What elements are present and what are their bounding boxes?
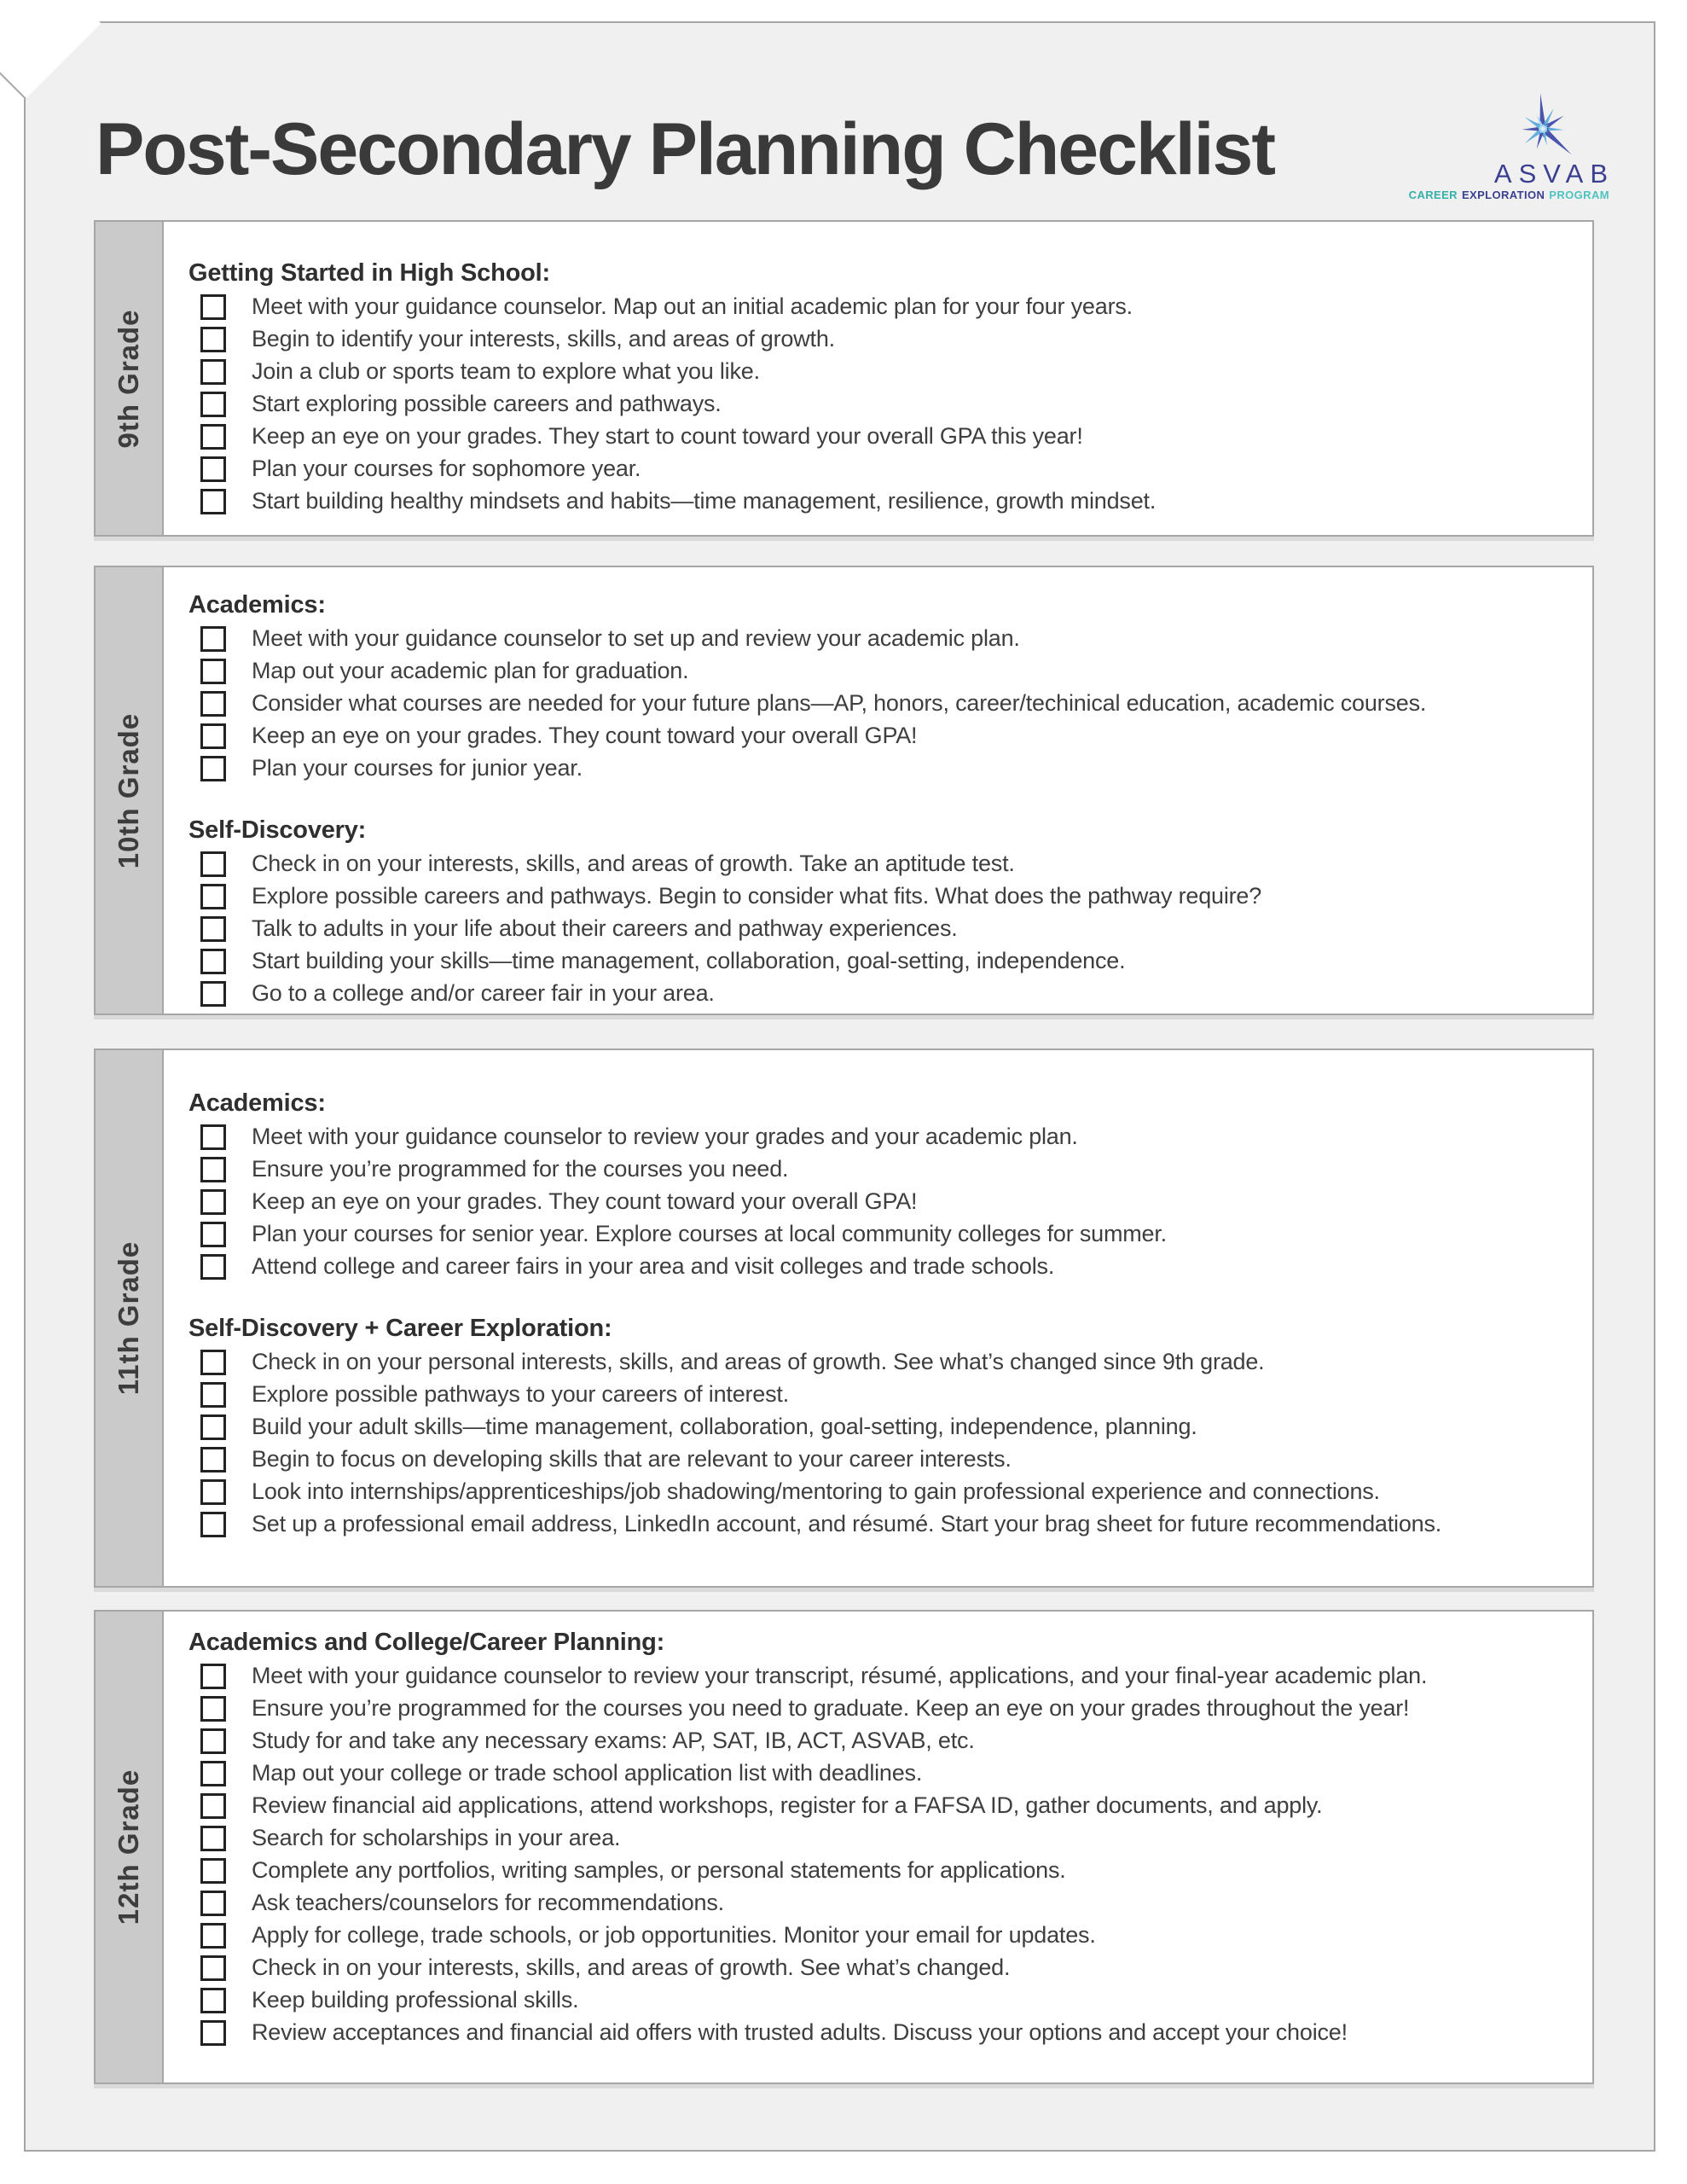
- checklist-item: [188, 944, 1567, 977]
- group-heading: Getting Started in High School:: [188, 259, 550, 287]
- checklist-group: [188, 1625, 1567, 2048]
- checkbox[interactable]: [200, 1728, 226, 1754]
- checklist-item: [188, 1659, 1567, 1692]
- grade-tab-label: 9th Grade: [113, 308, 144, 449]
- asvab-logo: [1408, 86, 1615, 201]
- checklist-item-text: Plan your courses for senior year. Explore courses at local community colleges for summer.: [252, 1221, 1167, 1246]
- grade-section-12th-grade: [94, 1610, 1594, 2084]
- checklist-item-text: Ensure you’re programmed for the courses you need.: [252, 1156, 789, 1182]
- corner-chamfer: [0, 0, 101, 99]
- checkbox[interactable]: [200, 1382, 226, 1408]
- checklist-item: [188, 1789, 1567, 1821]
- checklist-item-text: Join a club or sports team to explore what you like.: [252, 358, 760, 384]
- grade-section-10th-grade: [94, 566, 1594, 1015]
- grade-section-content: [164, 1050, 1592, 1586]
- checklist-item: [188, 1724, 1567, 1757]
- checklist-item-text: Meet with your guidance counselor to review your grades and your academic plan.: [252, 1124, 1078, 1149]
- grade-tab: [96, 1050, 164, 1586]
- checklist-item-text: Keep building professional skills.: [252, 1987, 579, 2013]
- checklist-item-text: Start building healthy mindsets and habits—time management, resilience, growth mindset.: [252, 488, 1157, 514]
- checkbox[interactable]: [200, 851, 226, 877]
- group-heading: Academics and College/Career Planning:: [188, 1629, 665, 1656]
- checklist-item-text: Complete any portfolios, writing samples, or personal statements for applications.: [252, 1857, 1066, 1883]
- checklist-items: [188, 1120, 1567, 1282]
- checklist-item-text: Look into internships/apprenticeships/job shadowing/mentoring to gain professional experience and connections.: [252, 1478, 1380, 1504]
- checklist-item: [188, 1507, 1567, 1540]
- checkbox[interactable]: [200, 1891, 226, 1916]
- grade-tab-label: 11th Grade: [113, 1240, 144, 1396]
- checklist-item: [188, 290, 1567, 322]
- checkbox[interactable]: [200, 981, 226, 1007]
- checklist-item-text: Keep an eye on your grades. They count toward your overall GPA!: [252, 1188, 918, 1214]
- checkbox[interactable]: [200, 1124, 226, 1150]
- checklist-item: [188, 485, 1567, 517]
- checkbox[interactable]: [200, 626, 226, 652]
- checkbox[interactable]: [200, 456, 226, 482]
- checklist-item: [188, 452, 1567, 485]
- checklist-item: [188, 847, 1567, 880]
- checkbox[interactable]: [200, 1189, 226, 1215]
- grade-tab-label: 12th Grade: [113, 1769, 144, 1926]
- checklist-item: [188, 1757, 1567, 1789]
- asvab-logo-name: ASVAB: [1493, 159, 1615, 189]
- checklist-group: [188, 1086, 1567, 1282]
- group-heading: Self-Discovery:: [188, 816, 367, 844]
- checklist-item-text: Check in on your personal interests, skills, and areas of growth. See what’s changed since 9th grade.: [252, 1349, 1265, 1374]
- checklist-item: [188, 1443, 1567, 1475]
- checklist-item: [188, 1410, 1567, 1443]
- checklist-item: [188, 622, 1567, 654]
- group-heading: Academics:: [188, 591, 326, 619]
- checkbox[interactable]: [200, 1350, 226, 1375]
- checklist-item-text: Check in on your interests, skills, and areas of growth. See what’s changed.: [252, 1955, 1011, 1980]
- checklist-item-text: Set up a professional email address, LinkedIn account, and résumé. Start your brag sheet for future recommendations.: [252, 1511, 1442, 1536]
- grade-tab: [96, 222, 164, 535]
- checkbox[interactable]: [200, 294, 226, 320]
- checklist-item: [188, 1692, 1567, 1724]
- checklist-item-text: Go to a college and/or career fair in your area.: [252, 980, 715, 1006]
- asvab-logo-subtitle: [1409, 189, 1609, 201]
- checklist-item: [188, 1886, 1567, 1919]
- checkbox[interactable]: [200, 916, 226, 942]
- checklist-item-text: Study for and take any necessary exams: AP, SAT, IB, ACT, ASVAB, etc.: [252, 1728, 975, 1753]
- checklist-group: [188, 256, 1567, 517]
- group-heading: Academics:: [188, 1089, 326, 1117]
- checklist-item: [188, 719, 1567, 752]
- checklist-item-text: Map out your academic plan for graduation.: [252, 658, 689, 683]
- checkbox[interactable]: [200, 327, 226, 352]
- checklist-item-text: Attend college and career fairs in your area and visit colleges and trade schools.: [252, 1253, 1055, 1279]
- checklist-group: [188, 588, 1567, 784]
- checklist-item: [188, 1821, 1567, 1854]
- checklist-items: [188, 290, 1567, 517]
- document-page: [24, 21, 1655, 2152]
- checklist-items: [188, 1345, 1567, 1540]
- checkbox[interactable]: [200, 2020, 226, 2046]
- checkbox[interactable]: [200, 884, 226, 909]
- checklist-item-text: Talk to adults in your life about their careers and pathway experiences.: [252, 915, 958, 941]
- checklist-group: [188, 813, 1567, 1009]
- checklist-item-text: Keep an eye on your grades. They count toward your overall GPA!: [252, 723, 918, 748]
- checklist-item: [188, 322, 1567, 355]
- checklist-item-text: Search for scholarships in your area.: [252, 1825, 621, 1850]
- checklist-item: [188, 880, 1567, 912]
- checklist-item-text: Meet with your guidance counselor. Map out an initial academic plan for your four years.: [252, 293, 1133, 319]
- grade-section-content: [164, 1612, 1592, 2082]
- checklist-item: [188, 654, 1567, 687]
- checklist-item: [188, 1854, 1567, 1886]
- checklist-item: [188, 1120, 1567, 1153]
- checkbox[interactable]: [200, 1254, 226, 1280]
- checkbox[interactable]: [200, 392, 226, 417]
- logo-subtitle-career: CAREER: [1408, 189, 1458, 201]
- logo-subtitle-program: PROGRAM: [1549, 189, 1609, 201]
- grade-tab: [96, 1612, 164, 2082]
- grade-tab: [96, 567, 164, 1014]
- checklist-item: [188, 912, 1567, 944]
- checkbox[interactable]: [200, 489, 226, 514]
- checklist-item: [188, 1378, 1567, 1410]
- checklist-item-text: Explore possible pathways to your careers of interest.: [252, 1381, 790, 1407]
- checkbox[interactable]: [200, 1761, 226, 1786]
- checklist-item: [188, 1185, 1567, 1217]
- checklist-items: [188, 847, 1567, 1009]
- checklist-item-text: Start building your skills—time management, collaboration, goal-setting, independence.: [252, 948, 1126, 973]
- grade-tab-label: 10th Grade: [113, 712, 144, 868]
- checklist-item-text: Keep an eye on your grades. They start to count toward your overall GPA this year!: [252, 423, 1083, 449]
- checklist-item: [188, 1153, 1567, 1185]
- checklist-item-text: Meet with your guidance counselor to review your transcript, résumé, applications, and your final-year academic plan.: [252, 1663, 1428, 1688]
- checkbox[interactable]: [200, 1923, 226, 1949]
- checklist-item-text: Start exploring possible careers and pathways.: [252, 391, 722, 416]
- checklist-item-text: Begin to focus on developing skills that are relevant to your career interests.: [252, 1446, 1012, 1472]
- checkbox[interactable]: [200, 1793, 226, 1819]
- checkbox[interactable]: [200, 1512, 226, 1537]
- checkbox[interactable]: [200, 1988, 226, 2013]
- checklist-item-text: Ensure you’re programmed for the courses you need to graduate. Keep an eye on your grades throughout the year!: [252, 1695, 1410, 1721]
- checklist-item-text: Meet with your guidance counselor to set up and review your academic plan.: [252, 625, 1020, 651]
- group-heading: Self-Discovery + Career Exploration:: [188, 1315, 612, 1342]
- checklist-item: [188, 1345, 1567, 1378]
- checklist-item-text: Plan your courses for junior year.: [252, 755, 583, 781]
- checklist-item: [188, 1475, 1567, 1507]
- checklist-item: [188, 1919, 1567, 1951]
- checklist-item-text: Ask teachers/counselors for recommendations.: [252, 1890, 724, 1915]
- checkbox[interactable]: [200, 949, 226, 974]
- checkbox[interactable]: [200, 1696, 226, 1722]
- checkbox[interactable]: [200, 691, 226, 717]
- checklist-item: [188, 1951, 1567, 1984]
- checkbox[interactable]: [200, 424, 226, 450]
- checkbox[interactable]: [200, 1157, 226, 1182]
- logo-subtitle-exploration: EXPLORATION: [1461, 189, 1545, 201]
- grade-section-9th-grade: [94, 220, 1594, 537]
- checkbox[interactable]: [200, 723, 226, 749]
- checklist-items: [188, 1659, 1567, 2048]
- checklist-item-text: Consider what courses are needed for your future plans—AP, honors, career/techinical education, academic courses.: [252, 690, 1427, 716]
- checkbox[interactable]: [200, 756, 226, 781]
- checklist-item: [188, 752, 1567, 784]
- checklist-item-text: Build your adult skills—time management, collaboration, goal-setting, independence, planning.: [252, 1414, 1197, 1439]
- checkbox[interactable]: [200, 1826, 226, 1851]
- checklist-item: [188, 2016, 1567, 2048]
- checkbox[interactable]: [200, 1664, 226, 1689]
- checkbox[interactable]: [200, 359, 226, 385]
- checklist-item-text: Begin to identify your interests, skills, and areas of growth.: [252, 326, 835, 351]
- checkbox[interactable]: [200, 1955, 226, 1981]
- checkbox[interactable]: [200, 659, 226, 684]
- checklist-item-text: Apply for college, trade schools, or job opportunities. Monitor your email for updates.: [252, 1922, 1096, 1948]
- checkbox[interactable]: [200, 1858, 226, 1884]
- checklist-group: [188, 1311, 1567, 1540]
- grade-section-content: [164, 567, 1592, 1014]
- checklist-item-text: Map out your college or trade school application list with deadlines.: [252, 1760, 923, 1786]
- checklist-item-text: Plan your courses for sophomore year.: [252, 456, 641, 481]
- checklist-item: [188, 1984, 1567, 2016]
- checklist-item: [188, 977, 1567, 1009]
- checklist-item: [188, 420, 1567, 452]
- checklist-item: [188, 687, 1567, 719]
- checklist-item-text: Review acceptances and financial aid offers with trusted adults. Discuss your options and accept your choice!: [252, 2019, 1348, 2045]
- checkbox[interactable]: [200, 1222, 226, 1247]
- grade-section-content: [164, 222, 1592, 535]
- checklist-items: [188, 622, 1567, 784]
- checklist-item-text: Check in on your interests, skills, and areas of growth. Take an aptitude test.: [252, 851, 1015, 876]
- checklist-item-text: Explore possible careers and pathways. Begin to consider what fits. What does the pathway require?: [252, 883, 1262, 909]
- page-title: Post-Secondary Planning Checklist: [96, 108, 1275, 190]
- checklist-item: [188, 355, 1567, 387]
- checkbox[interactable]: [200, 1414, 226, 1440]
- checkbox[interactable]: [200, 1479, 226, 1505]
- checklist-item: [188, 387, 1567, 420]
- checklist-item: [188, 1250, 1567, 1282]
- checklist-item: [188, 1217, 1567, 1250]
- checkbox[interactable]: [200, 1447, 226, 1472]
- grade-section-11th-grade: [94, 1048, 1594, 1588]
- checklist-item-text: Review financial aid applications, attend workshops, register for a FAFSA ID, gather documents, and apply.: [252, 1792, 1323, 1818]
